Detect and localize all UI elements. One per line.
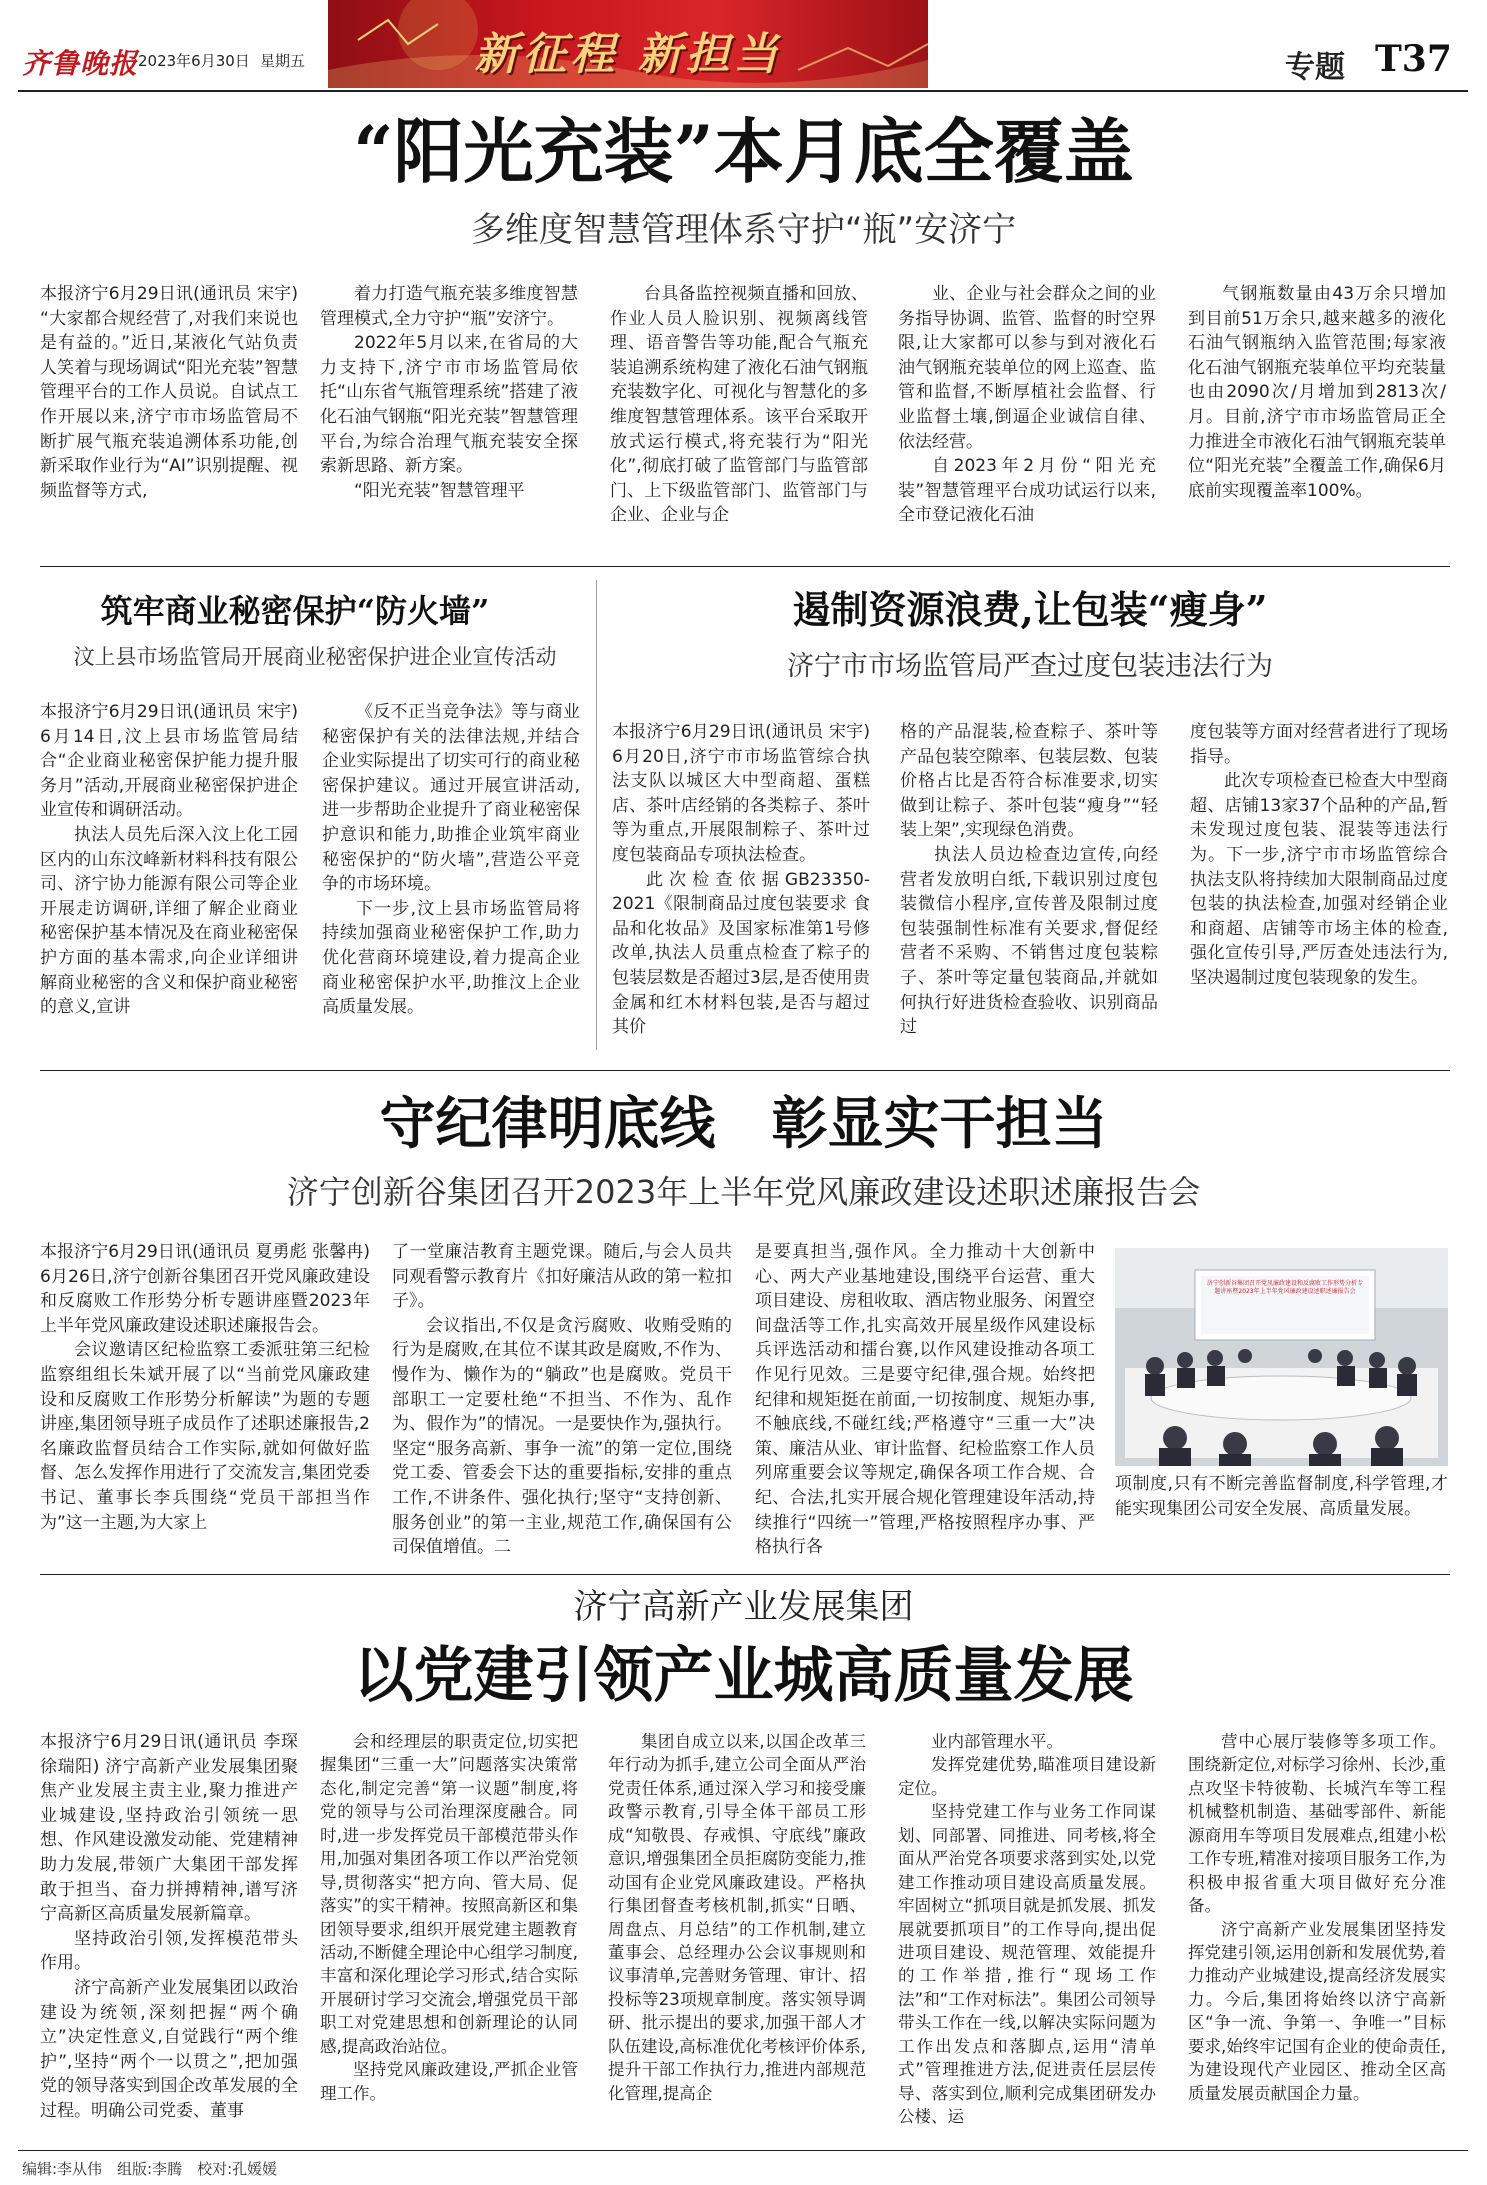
article4-col1 — [40, 1240, 370, 1560]
paragraph: 此次检查依据GB23350-2021《限制商品过度包装要求 食品和化妆品》及国家标准第1号修改单,执法人员重点检查了粽子的包装层数是否超过3层,是否使用贵金属和红木材料包装,是否与超过其价 — [612, 869, 870, 1038]
photo-screen-text: 济宁创新谷集团召开党风廉政建设和反腐败工作形势分析专题讲座暨2023年上半年党风廉政建设述职述廉报告会 — [1206, 1280, 1363, 1295]
paragraph: 本报济宁6月29日讯(通讯员 李琛 徐瑞阳) 济宁高新产业发展集团聚焦产业发展主责主业,聚力推进产业城建设,坚持政治引领统一思想、作风建设激发动能、党建精神助力发展,带领广大集团干部发挥敢于担当、奋力拼搏精神,谱写济宁高新区高质量发展新篇章。 — [40, 1732, 298, 1925]
article5-title: 以党建引领产业城高质量发展 — [353, 1641, 1134, 1711]
paragraph: 业、企业与社会群众之间的业务指导协调、监管、监督的时空界限,让大家都可以参与到对液化石油气钢瓶充装单位的网上巡查、监管和监督,不断厚植社会监督、行业监督土壤,倒逼企业诚信自律、依法经营。 — [898, 284, 1156, 452]
divider-vertical — [596, 580, 597, 1050]
paragraph: 营中心展厅装修等多项工作。围绕新定位,对标学习徐州、长沙,重点攻坚卡特彼勒、长城汽车等工程机械整机制造、基础零部件、新能源商用车等项目发展难点,组建小松工作专班,精准对接项目服务工作,为积极申报省重大项目做好充分准备。 — [1188, 1732, 1446, 1916]
article4-title: 守纪律明底线 彰显实干担当 — [379, 1091, 1108, 1157]
paragraph: 了一堂廉洁教育主题党课。随后,与会人员共同观看警示教育片《扣好廉洁从政的第一粒扣子》。 — [392, 1242, 732, 1312]
article5-col3 — [608, 1730, 866, 2140]
banner-slogan: 新征程 新担当 — [474, 29, 782, 80]
paragraph: 坚持党建工作与业务工作同谋划、同部署、同推进、同考核,将全面从严治党各项要求落到实处,以党建工作推动项目建设高质量发展。牢固树立“抓项目就是抓发展、抓发展就要抓项目”的工作导向,提出促进项目建设、规范管理、效能提升的工作举措,推行“现场工作法”和“工作对标法”。集团公司领导带头工作在一线,以解决实际问题为工作出发点和落脚点,运用“清单式”管理推进方法,促进责任层层传导、落实到位,顺利完成集团研发办公楼、运 — [898, 1802, 1156, 2126]
article2-col1 — [40, 700, 298, 1060]
masthead-rule — [18, 90, 1468, 92]
paragraph: 台具备监控视频直播和回放、作业人员人脸识别、视频离线管理、语音警告等功能,配合气瓶充装追溯系统构建了液化石油气钢瓶充装数字化、可视化与智慧化的多维度智慧管理体系。该平台采取开放式运行模式,将充装行为“阳光化”,彻底打破了监管部门与监管部门、上下级监管部门、监管部门与企业、企业与企 — [610, 284, 868, 526]
article5-col1 — [40, 1730, 298, 2140]
paragraph: 会议邀请区纪检监察工委派驻第三纪检监察组组长朱斌开展了以“当前党风廉政建设和反腐败工作形势分析解读”为题的专题讲座,集团领导班子成员作了述职述廉报告,2名廉政监督员结合工作实际,就如何做好监督、怎么发挥作用进行了交流发言,集团党委书记、董事长李兵围绕“党员干部担当作为”这一主题,为大家上 — [40, 1340, 370, 1533]
article1-col5 — [1188, 282, 1446, 542]
paragraph: 此次专项检查已检查大中型商超、店铺13家37个品种的产品,暂未发现过度包装、混装等违法行为。下一步,济宁市市场监管综合执法支队将持续加大限制商品过度包装的执法检查,加强对经销企业和商超、店铺等市场主体的检查,强化宣传引导,严厉查处违法行为,坚决遏制过度包装现象的发生。 — [1190, 771, 1448, 988]
paragraph: “阳光充装”智慧管理平 — [354, 480, 525, 501]
paragraph: 坚持政治引领,发挥模范带头作用。 — [40, 1928, 298, 1974]
paragraph: 坚持党风廉政建设,严抓企业管理工作。 — [320, 2060, 578, 2103]
article2-subtitle: 汶上县市场监管局开展商业秘密保护进企业宣传活动 — [73, 645, 557, 669]
paragraph: 济宁高新产业发展集团以政治建设为统领,深刻把握“两个确立”决定性意义,自觉践行“两个维护”,坚持“两个一以贯之”,把加强党的领导落实到国企改革发展的全过程。明确公司党委、董事 — [40, 1977, 298, 2121]
article3-subtitle: 济宁市市场监管局严查过度包装违法行为 — [787, 651, 1273, 682]
paragraph: 业内部管理水平。 — [931, 1732, 1063, 1751]
article4-col3 — [755, 1240, 1095, 1560]
paragraph: 着力打造气瓶充装多维度智慧管理模式,全力守护“瓶”安济宁。 — [320, 284, 578, 329]
paragraph: 气钢瓶数量由43万余只增加到目前51万余只,越来越多的液化石油气钢瓶纳入监管范围;每家液化石油气钢瓶充装单位平均充装量也由2090次/月增加到2813次/月。目前,济宁市市场监管局正全力推进全市液化石油气钢瓶充装单位“阳光充装”全覆盖工作,确保6月底前实现覆盖率100%。 — [1188, 284, 1446, 501]
paragraph: 2022年5月以来,在省局的大力支持下,济宁市市场监管局依托“山东省气瓶管理系统”搭建了液化石油气钢瓶“阳光充装”智慧管理平台,为综合治理气瓶充装安全探索新思路、新方案。 — [320, 333, 578, 477]
article2-col2 — [322, 700, 580, 1060]
paragraph: 本报济宁6月29日讯(通讯员 宋宇) 6月14日,汶上县市场监管局结合“企业商业秘密保护能力提升服务月”活动,开展商业秘密保护进企业宣传和调研活动。 — [40, 702, 298, 821]
issue-weekday: 星期五 — [260, 52, 306, 70]
paragraph: 执法人员先后深入汶上化工园区内的山东汶峰新材料科技有限公司、济宁协力能源有限公司等企业开展走访调研,详细了解企业商业秘密保护基本情况及在商业秘密保护方面的基本需求,向企业详细讲解商业秘密的含义和保护商业秘密的意义,宣讲 — [40, 824, 298, 1018]
paragraph: 本报济宁6月29日讯(通讯员 宋宇) 6月20日,济宁市市场监管综合执法支队以城区大中型商超、蛋糕店、茶叶店经销的各类粽子、茶叶等为重点,开展限制粽子、茶叶过度包装商品专项执法检查。 — [612, 722, 870, 865]
article1-col4 — [898, 282, 1156, 542]
divider-1 — [40, 566, 1450, 567]
divider-3 — [40, 1574, 1450, 1575]
paragraph: 是要真担当,强作风。全力推动十大创新中心、两大产业基地建设,围绕平台运营、重大项目建设、房租收取、酒店物业服务、闲置空间盘活等工作,扎实高效开展星级作风建设标兵评选活动和擂台赛,以作风建设推动各项工作见行见效。三是要守纪律,强合规。始终把纪律和规矩挺在前面,一切按制度、规矩办事,不触底线,不碰红线;严格遵守“三重一大”决策、廉洁从业、审计监督、纪检监察工作人员列席重要会议等规定,确保各项工作合规、合纪、合法,扎实开展合规化管理建设年活动,持续推行“四统一”管理,严格按照程序办事、严格执行各 — [755, 1242, 1095, 1558]
article5-kicker: 济宁高新产业发展集团 — [573, 1587, 914, 1627]
article3-title: 遏制资源浪费,让包装“瘦身” — [792, 587, 1268, 632]
paragraph: 会议指出,不仅是贪污腐败、收贿受贿的行为是腐败,在其位不谋其政是腐败,不作为、慢作为、懒作为的“躺政”也是腐败。党员干部职工一定要杜绝“不担当、不作为、乱作为、假作为”的情况。一是要快作为,强执行。坚定“服务高新、事争一流”的第一定位,围绕党工委、管委会下达的重要指标,安排的重点工作,不讲条件、强化执行;坚守“支持创新、服务创业”的第一主业,规范工作,确保国有公司保值增值。二 — [392, 1315, 732, 1558]
article4-col4 — [1115, 1472, 1448, 1562]
paragraph: 发挥党建优势,瞄准项目建设新定位。 — [898, 1755, 1156, 1798]
meeting-photo — [1115, 1248, 1448, 1466]
page-number: T37 — [1375, 38, 1452, 80]
section-name: 专题 — [1285, 50, 1345, 85]
divider-2 — [40, 1070, 1450, 1071]
paragraph: 自2023年2月份“阳光充装”智慧管理平台成功试运行以来,全市登记液化石油 — [898, 456, 1156, 526]
article5-col5 — [1188, 1730, 1446, 2140]
paragraph: 《反不正当竞争法》等与商业秘密保护有关的法律法规,并结合企业实际提出了切实可行的商业秘密保护建议。通过开展宣讲活动,进一步帮助企业提升了商业秘密保护意识和能力,助推企业筑牢商业秘密保护的“防火墙”,营造公平竞争的市场环境。 — [322, 702, 580, 895]
paragraph: 格的产品混装,检查粽子、茶叶等产品包装空隙率、包装层数、包装价格占比是否符合标准要求,切实做到让粽子、茶叶包装“瘦身”“轻装上架”,实现绿色消费。 — [900, 722, 1158, 841]
article1-col2 — [320, 282, 578, 542]
paragraph: 本报济宁6月29日讯(通讯员 宋宇) “大家都合规经营了,对我们来说也是有益的。”近日,某液化气站负责人笑着与现场调试“阳光充装”智慧管理平台的工作人员说。自试点工作开展以来,济宁市市场监管局不断扩展气瓶充装追溯体系功能,创新采取作业行为“AI”识别提醒、视频监督等方式, — [40, 284, 298, 501]
article1-col1 — [40, 282, 298, 542]
paragraph: 集团自成立以来,以国企改革三年行动为抓手,建立公司全面从严治党责任体系,通过深入学习和接受廉政警示教育,引导全体干部员工形成“知敬畏、存戒惧、守底线”廉政意识,增强集团全员拒腐防变能力,推动国有企业党风廉政建设。严格执行集团督查考核机制,抓实“日晒、周盘点、月总结”的工作机制,建立董事会、总经理办公会议事规则和议事清单,完善财务管理、审计、招投标等23项规章制度。落实领导调研、批示提出的要求,加强干部人才队伍建设,高标准优化考核评价体系,提升干部工作执行力,推进内部规范化管理,提高企 — [608, 1732, 866, 2103]
article1-title: “阳光充装”本月底全覆盖 — [353, 110, 1134, 193]
article2-title: 筑牢商业秘密保护“防火墙” — [100, 592, 490, 630]
issue-date: 2023年6月30日 — [138, 52, 250, 70]
paragraph: 度包装等方面对经营者进行了现场指导。 — [1190, 722, 1448, 767]
masthead — [0, 0, 1487, 92]
theme-banner — [328, 0, 928, 88]
paragraph: 项制度,只有不断完善监督制度,科学管理,才能实现集团公司安全发展、高质量发展。 — [1115, 1474, 1448, 1519]
article3-col1 — [612, 720, 870, 1060]
article3-col2 — [900, 720, 1158, 1060]
article4-col2 — [392, 1240, 732, 1560]
article3-col3 — [1190, 720, 1448, 1060]
paragraph: 下一步,汶上县市场监管局将持续加强商业秘密保护工作,助力优化营商环境建设,着力提高企业商业秘密保护水平,助推汶上企业高质量发展。 — [322, 898, 580, 1018]
paragraph: 济宁高新产业发展集团坚持发挥党建引领,运用创新和发展优势,着力推动产业城建设,提高经济发展实力。今后,集团将始终以济宁高新区“争一流、争第一、争唯一”目标要求,始终牢记国有企业的使命责任,为建设现代产业园区、推动全区高质量发展贡献国企力量。 — [1188, 1919, 1446, 2103]
paragraph: 会和经理层的职责定位,切实把握集团“三重一大”问题落实决策常态化,制定完善“第一议题”制度,将党的领导与公司治理深度融合。同时,进一步发挥党员干部模范带头作用,加强对集团各项工作以严治党领导,贯彻落实“把方向、管大局、促落实”的实干精神。按照高新区和集团领导要求,组织开展党建主题教育活动,不断健全理论中心组学习制度,丰富和深化理论学习形式,结合实际开展研讨学习交流会,增强党员干部职工对党建思想和创新理论的认同感,提高政治站位。 — [320, 1732, 578, 2056]
article1-col3 — [610, 282, 868, 542]
footer-credits: 编辑:李从伟 组版:李腾 校对:孔媛媛 — [22, 2160, 278, 2178]
article1-subtitle: 多维度智慧管理体系守护“瓶”安济宁 — [470, 210, 1017, 250]
paragraph: 本报济宁6月29日讯(通讯员 夏勇彪 张馨冉) 6月26日,济宁创新谷集团召开党风廉政建设和反腐败工作形势分析专题讲座暨2023年上半年党风廉政建设述职述廉报告会。 — [40, 1242, 370, 1336]
article5-col4 — [898, 1730, 1156, 2140]
footer-rule — [18, 2150, 1468, 2151]
article4-subtitle: 济宁创新谷集团召开2023年上半年党风廉政建设述职述廉报告会 — [286, 1173, 1201, 1211]
paper-logo: 齐鲁晚报 — [22, 47, 139, 80]
article5-col2 — [320, 1730, 578, 2140]
paragraph: 执法人员边检查边宣传,向经营者发放明白纸,下载识别过度包装微信小程序,宣传普及限制过度包装强制性标准有关要求,督促经营者不采购、不销售过度包装粽子、茶叶等定量包装商品,并就如何执行好进货检查验收、识别商品过 — [900, 844, 1158, 1038]
